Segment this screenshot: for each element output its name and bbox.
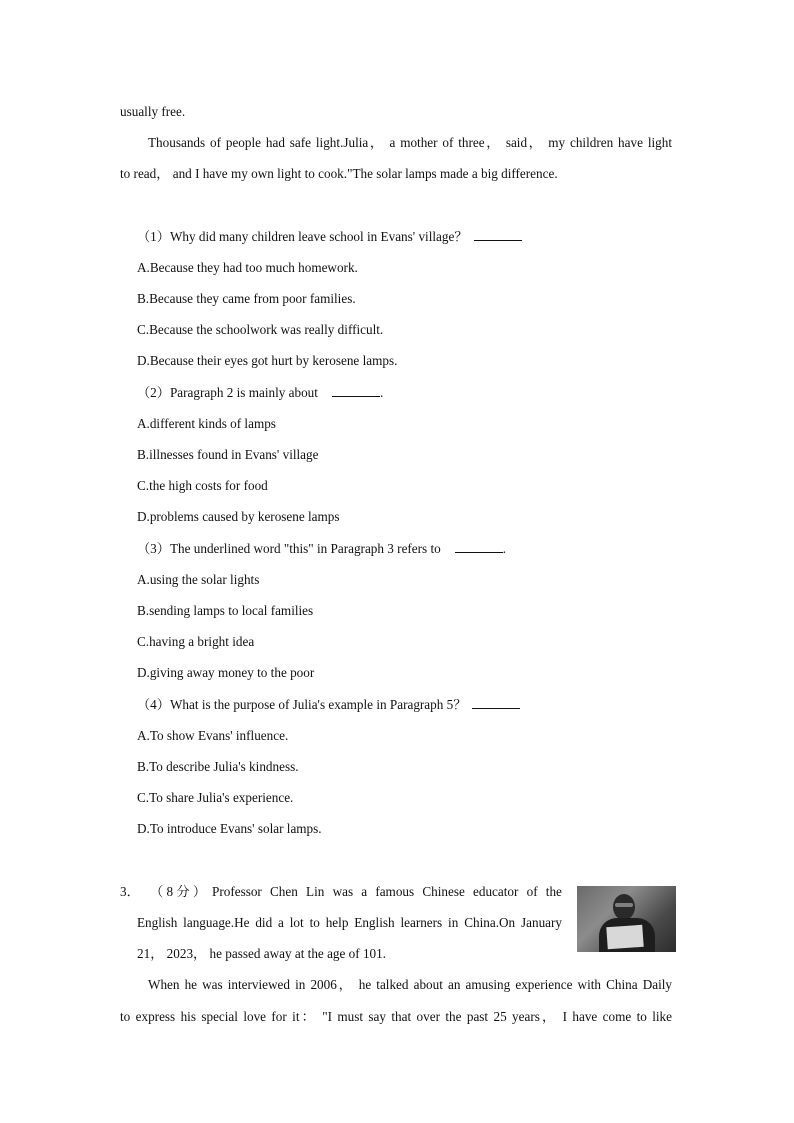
question-1-option-d: D.Because their eyes got hurt by kerosene lamps. <box>137 353 398 368</box>
question-4-option-a: A.To show Evans' influence. <box>137 728 289 743</box>
question-1-option-b: B.Because they came from poor families. <box>137 291 356 306</box>
question-2-option-b: B.illnesses found in Evans' village <box>137 447 319 462</box>
passage-line: English language.He did a lot to help English learners in China.On January <box>137 915 562 930</box>
professor-photo <box>577 886 676 952</box>
question-3-option-b: B.sending lamps to local families <box>137 603 314 618</box>
question-4-stem: （4）What is the purpose of Julia's example in Paragraph 5？ <box>137 696 520 714</box>
question-3-option-d: D.giving away money to the poor <box>137 665 315 680</box>
word: Professor <box>212 884 262 899</box>
passage-line: to express his special love for it： "I must say that over the past 25 years， I have come to like <box>120 1009 672 1024</box>
question-4-option-d: D.To introduce Evans' solar lamps. <box>137 821 322 836</box>
question-2-option-d: D.problems caused by kerosene lamps <box>137 509 340 524</box>
word: the <box>545 884 562 899</box>
word: Lin <box>306 884 325 899</box>
section-score: （ 8 分 ） <box>150 884 207 899</box>
question-3-stem: （3）The underlined word "this" in Paragraph 3 refers to . <box>137 541 507 556</box>
word: famous <box>375 884 415 899</box>
passage-line: When he was interviewed in 2006， he talked about an amusing experience with China Daily <box>148 977 672 992</box>
passage-line: usually free. <box>120 104 186 119</box>
question-3-option-a: A.using the solar lights <box>137 572 260 587</box>
question-3-option-c: C.having a bright idea <box>137 634 255 649</box>
question-4-option-b: B.To describe Julia's kindness. <box>137 759 299 774</box>
section-number: 3． <box>120 884 140 899</box>
question-1-option-a: A.Because they had too much homework. <box>137 260 358 275</box>
word: was <box>332 884 354 899</box>
passage-line: 21， 2023， he passed away at the age of 101. <box>137 946 387 961</box>
word: Chinese <box>422 884 465 899</box>
passage-line: Thousands of people had safe light.Julia， a mother of three， said， my children have light <box>148 135 672 150</box>
word: a <box>361 884 368 899</box>
answer-blank <box>332 384 380 397</box>
word: educator <box>473 884 519 899</box>
question-2-stem: （2）Paragraph 2 is mainly about . <box>137 385 384 400</box>
word: of <box>526 884 538 899</box>
word: Chen <box>270 884 298 899</box>
question-1-option-c: C.Because the schoolwork was really difficult. <box>137 322 384 337</box>
answer-blank <box>474 228 522 241</box>
question-1-stem: （1）Why did many children leave school in Evans' village？ <box>137 228 522 246</box>
question-4-option-c: C.To share Julia's experience. <box>137 790 294 805</box>
passage-line: to read， and I have my own light to cook."The solar lamps made a big difference. <box>120 166 558 181</box>
question-2-option-a: A.different kinds of lamps <box>137 416 276 431</box>
answer-blank <box>472 696 520 709</box>
answer-blank <box>455 540 503 553</box>
question-2-option-c: C.the high costs for food <box>137 478 268 493</box>
section-3-first-line <box>212 883 562 901</box>
